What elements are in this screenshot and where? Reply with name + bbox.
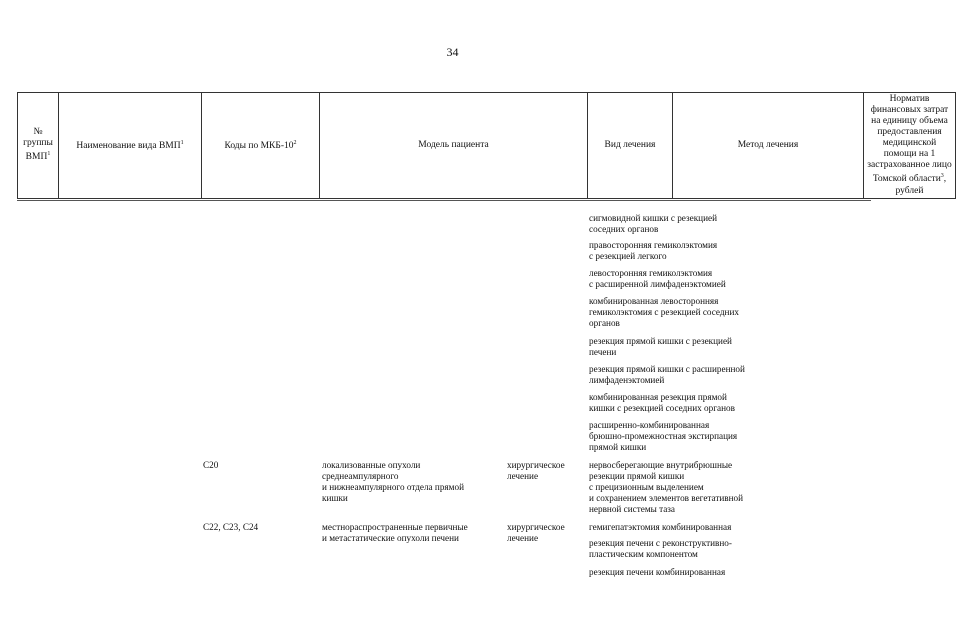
header-treatment-type: Вид лечения	[588, 93, 673, 199]
patient-model-c22: местнораспространенные первичные и метастатические опухоли печени	[322, 522, 468, 543]
treatment-type-c22: хирургическое лечение	[507, 522, 565, 543]
method-item: гемигепатэктомия комбинированная	[589, 522, 732, 532]
method-item: резекция печени комбинированная	[589, 567, 726, 577]
icd-codes-c22: C22, C23, C24	[203, 522, 259, 532]
method-item: резекция прямой кишки с расширенной лимфаденэктомией	[589, 364, 745, 385]
method-item: комбинированная резекция прямой кишки с резекцией соседних органов	[589, 392, 735, 413]
header-patient-model: Модель пациента	[320, 93, 588, 199]
patient-model-c20: локализованные опухоли среднеампулярного и нижнеампулярного отдела прямой кишки	[322, 460, 464, 503]
header-bottom-rule	[17, 200, 871, 201]
header-icd-codes: Коды по МКБ-$10^2$	[202, 93, 320, 199]
table-header	[17, 92, 956, 199]
method-item: комбинированная левосторонняя гемиколэктомия с резекцией соседних органов	[589, 296, 739, 328]
treatment-type-c20: хирургическое лечение	[507, 460, 565, 481]
icd-codes-c20: C20	[203, 460, 219, 470]
method-c20: нервосберегающие внутрибрюшные резекции прямой кишки с прецизионным выделением и сохранением элементов вегетативной нервной системы таза	[589, 460, 744, 514]
header-treatment-method: Метод лечения	[673, 93, 864, 199]
method-item: сигмовидной кишки с резекцией соседних органов	[589, 213, 717, 234]
method-item: левосторонняя гемиколэктомия с расширенной лимфаденэктомией	[589, 268, 726, 289]
header-cost-norm: Норматив финансовых затрат на единицу объема предоставления медицинской помощи на 1 застрахованное лицо Томской области$^3$, рублей	[864, 93, 956, 199]
method-item: правосторонняя гемиколэктомия с резекцией легкого	[589, 240, 718, 261]
header-vmp-name: Наименование вида ВМП$^1$	[59, 93, 202, 199]
page-number: 34	[446, 45, 459, 59]
method-item: резекция печени с реконструктивно- пластическим компонентом	[589, 538, 732, 559]
method-item: расширенно-комбинированная брюшно-промежностная экстирпация прямой кишки	[589, 420, 738, 452]
header-group-number: № группы ВМП$^1$	[18, 93, 59, 199]
method-item: резекция прямой кишки с резекцией печени	[589, 336, 732, 357]
